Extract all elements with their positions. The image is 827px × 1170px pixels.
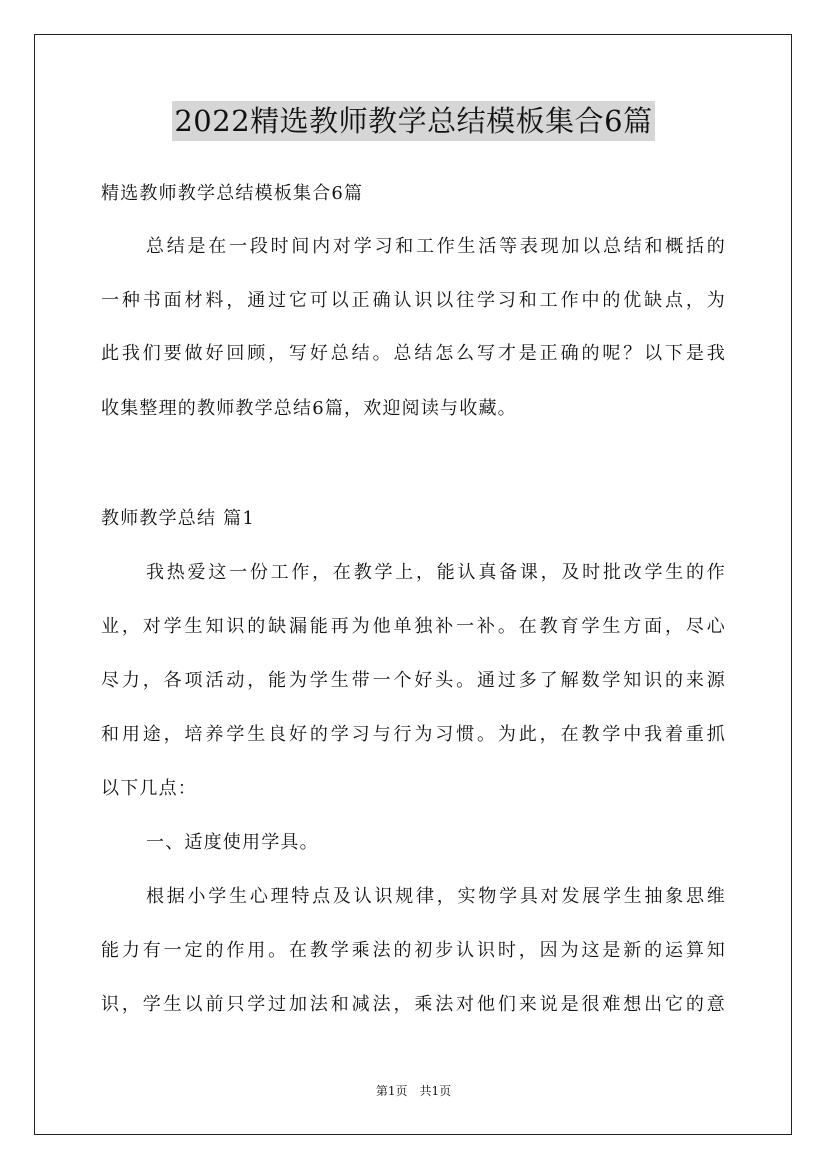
point-heading: 一、适度使用学具。 <box>146 832 319 853</box>
intro-paragraph-line: 此我们要做好回顾，写好总结。总结怎么写才是正确的呢？以下是我 <box>101 343 725 364</box>
point-paragraph-line: 识，学生以前只学过加法和减法，乘法对他们来说是很难想出它的意 <box>101 994 725 1015</box>
document-title: 2022精选教师教学总结模板集合6篇 <box>172 101 654 141</box>
intro-paragraph-line: 收集整理的教师教学总结6篇，欢迎阅读与收藏。 <box>101 398 517 419</box>
section-paragraph-line: 尽力，各项活动，能为学生带一个好头。通过多了解数学知识的来源 <box>101 670 725 691</box>
point-paragraph-line: 根据小学生心理特点及认识规律，实物学具对发展学生抽象思维 <box>146 886 725 907</box>
document-subtitle: 精选教师教学总结模板集合6篇 <box>101 183 364 204</box>
section-heading: 教师教学总结 篇1 <box>101 508 255 529</box>
intro-paragraph-line: 一种书面材料，通过它可以正确认识以往学习和工作中的优缺点，为 <box>101 290 725 311</box>
section-paragraph-line: 和用途，培养学生良好的学习与行为习惯。为此，在教学中我着重抓 <box>101 724 725 745</box>
page-footer: 第1页 共1页 <box>375 1084 452 1098</box>
intro-paragraph-line: 总结是在一段时间内对学习和工作生活等表现加以总结和概括的 <box>146 236 725 257</box>
section-paragraph-line: 业，对学生知识的缺漏能再为他单独补一补。在教育学生方面，尽心 <box>101 616 725 637</box>
section-paragraph-line: 我热爱这一份工作，在教学上，能认真备课，及时批改学生的作 <box>146 562 725 583</box>
section-paragraph-line: 以下几点： <box>101 778 197 799</box>
point-paragraph-line: 能力有一定的作用。在教学乘法的初步认识时，因为这是新的运算知 <box>101 940 725 961</box>
title-container <box>0 101 827 141</box>
